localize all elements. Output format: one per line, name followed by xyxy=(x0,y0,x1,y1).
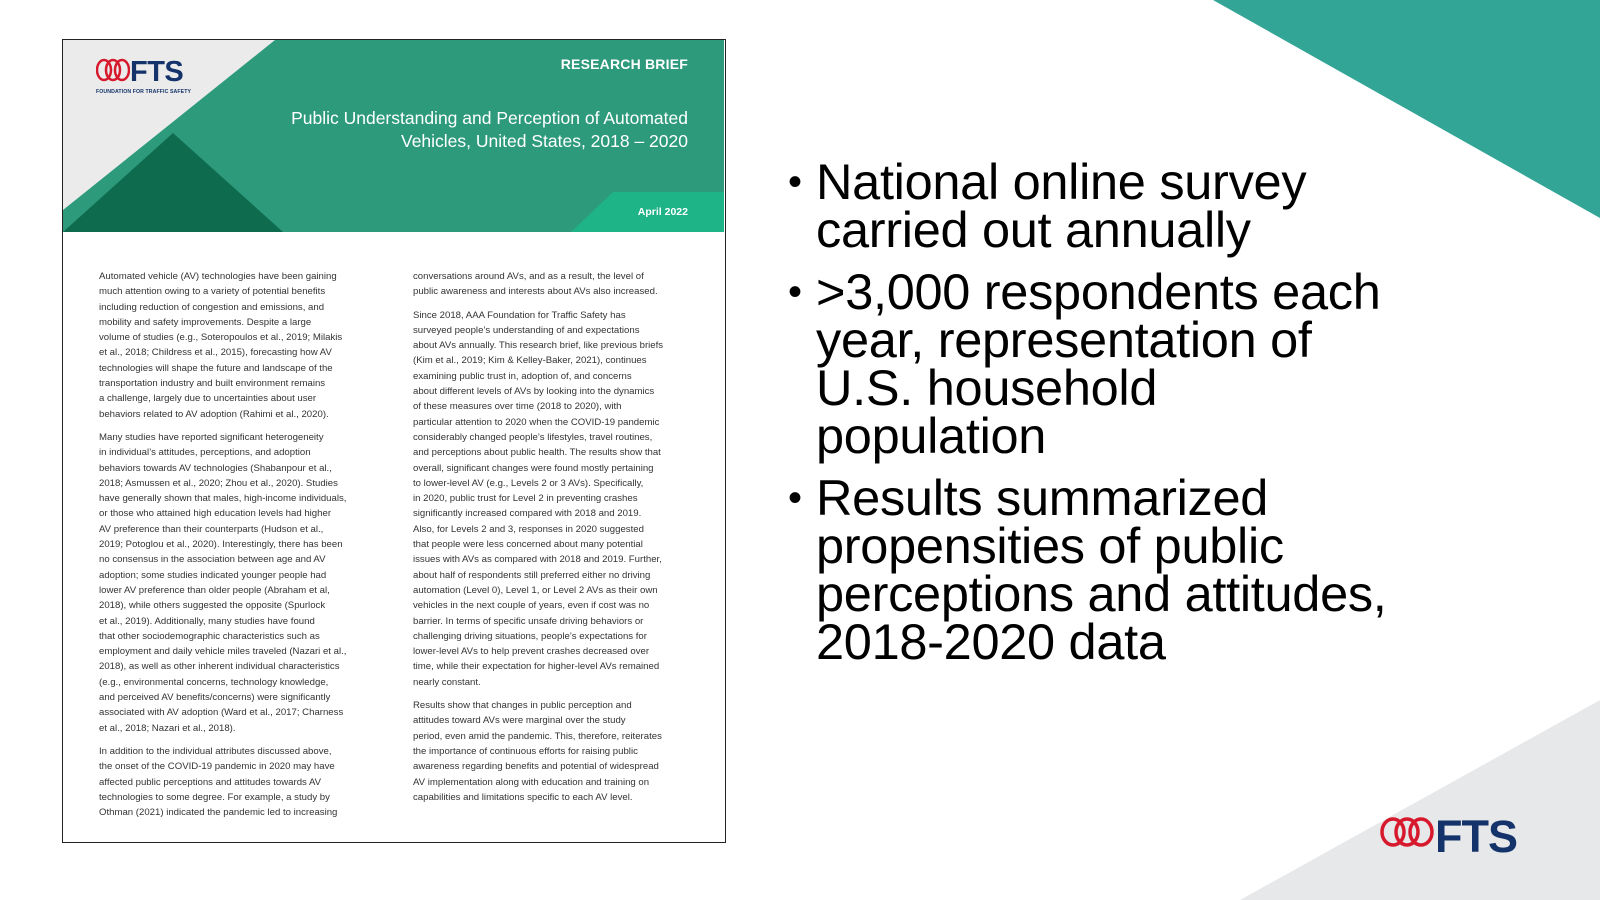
aaa-oval-icon xyxy=(1380,817,1434,851)
aaa-fts-logo xyxy=(1380,811,1540,862)
research-brief-title: Public Understanding and Perception of Automated Vehicles, United States, 2018 – 2020 xyxy=(291,108,688,151)
brief-paragraph: Since 2018, AAA Foundation for Traffic Safety has surveyed people’s understanding of and expectations about AVs annually. This research brief, like previous briefs (Kim et al., 2019; Kim & Kelley-Baker, 2021), continues examining public trust in, adoption of, and concerns about different levels of AVs by looking into the dynamics of these measures over time (2018 to 2020), with particular attention to 2020 when the COVID-19 pandemic considerably changed people’s lifestyles, travel routines, and perceptions about public health. The results show that overall, significant changes were found mostly pertaining to lower-level AV (e.g., Levels 2 or 3 AVs). Specifically, in 2020, public trust for Level 2 in preventing crashes significantly increased compared with 2018 and 2019. Also, for Levels 2 and 3, responses in 2020 suggested that people were less concerned about many potential issues with AVs as compared with 2018 and 2019. Further, about half of respondents still preferred either no driving automation (Level 0), Level 1, or Level 2 AVs as their own vehicles in the next couple of years, even if cost was no barrier. In terms of specific unsafe driving behaviors or challenging driving situations, people’s expectations for lower-level AVs to help prevent crashes decreased over time, while their expectation for higher-level AVs remained nearly constant. xyxy=(413,309,664,688)
bullet-item xyxy=(788,263,1548,464)
brief-right-column xyxy=(413,269,689,813)
bullet-dot-icon: • xyxy=(788,160,802,204)
bullet-item xyxy=(788,469,1548,670)
aaa-oval-icon xyxy=(96,58,130,86)
bullet-text: National online survey carried out annually xyxy=(816,153,1307,258)
brief-logo-tagline: FOUNDATION FOR TRAFFIC SAFETY xyxy=(96,89,192,95)
bullet-item xyxy=(788,153,1548,258)
bullet-text: Results summarized propensities of public perceptions and attitudes, 2018-2020 data xyxy=(816,469,1387,670)
slide-bullet-list xyxy=(788,153,1548,680)
brief-logo-text: FTS xyxy=(130,56,184,88)
gray-corner-shape xyxy=(1240,700,1600,900)
corner-logo-text: FTS xyxy=(1435,811,1517,862)
brief-paragraph: Automated vehicle (AV) technologies have been gaining much attention owing to a variety of potential benefits including reduction of congestion and emissions, and mobility and safety improvements. Despite a large volume of studies (e.g., Soteropoulos et al., 2019; Milakis et al., 2018; Childress et al., 2015), forecasting how AV technologies will shape the future and landscape of the transportation industry and built environment remains a challenge, largely due to uncertainties about user behaviors related to AV adoption (Rahimi et al., 2020). xyxy=(99,271,343,420)
brief-paragraph: Results show that changes in public perception and attitudes toward AVs were marginal over the study period, even amid the pandemic. This, therefore, reiterates the importance of continuous efforts for raising public awareness regarding benefits and potential of widespread AV implementation along with education and training on capabilities and limitations specific to each AV level. xyxy=(413,700,662,803)
brief-left-column xyxy=(99,269,375,828)
research-brief-page xyxy=(62,39,726,843)
research-brief-date: April 2022 xyxy=(637,206,688,218)
bullet-dot-icon: • xyxy=(788,270,802,314)
brief-fts-logo xyxy=(96,56,216,96)
brief-paragraph: Many studies have reported significant heterogeneity in individual’s attitudes, perceptions, and adoption behaviors towards AV technologies (Shabanpour et al., 2018; Asmussen et al., 2020; Zhou et al., 2020). Studies have generally shown that males, high-income individuals, or those who attained high education levels had higher AV preference than their counterparts (Hudson et al., 2019; Potoglou et al., 2020). Interestingly, there has been no consensus in the association between age and AV adoption; some studies indicated younger people had lower AV preference than older people (Abraham et al, 2018), while others suggested the opposite (Spurlock et al., 2019). Additionally, many studies have found that other sociodemographic characteristics such as employment and daily vehicle miles traveled (Nazari et al., 2018), as well as other inherent individual characteristics (e.g., environmental concerns, technology knowledge, and perceived AV benefits/concerns) were significantly associated with AV adoption (Ward et al., 2017; Charness et al., 2018; Nazari et al., 2018). xyxy=(99,431,347,734)
research-brief-header xyxy=(63,40,724,232)
brief-paragraph: In addition to the individual attributes discussed above, the onset of the COVID-19 pandemic in 2020 may have affected public perceptions and attitudes towards AV technologies to some degree. For example, a study by Othman (2021) indicated the pandemic led to increasing xyxy=(99,745,338,819)
bullet-text: >3,000 respondents each year, representation of U.S. household population xyxy=(816,263,1381,464)
research-brief-label: RESEARCH BRIEF xyxy=(560,56,688,72)
brief-paragraph: conversations around AVs, and as a result, the level of public awareness and interests about AVs also increased. xyxy=(413,271,658,298)
bullet-dot-icon: • xyxy=(788,476,802,520)
